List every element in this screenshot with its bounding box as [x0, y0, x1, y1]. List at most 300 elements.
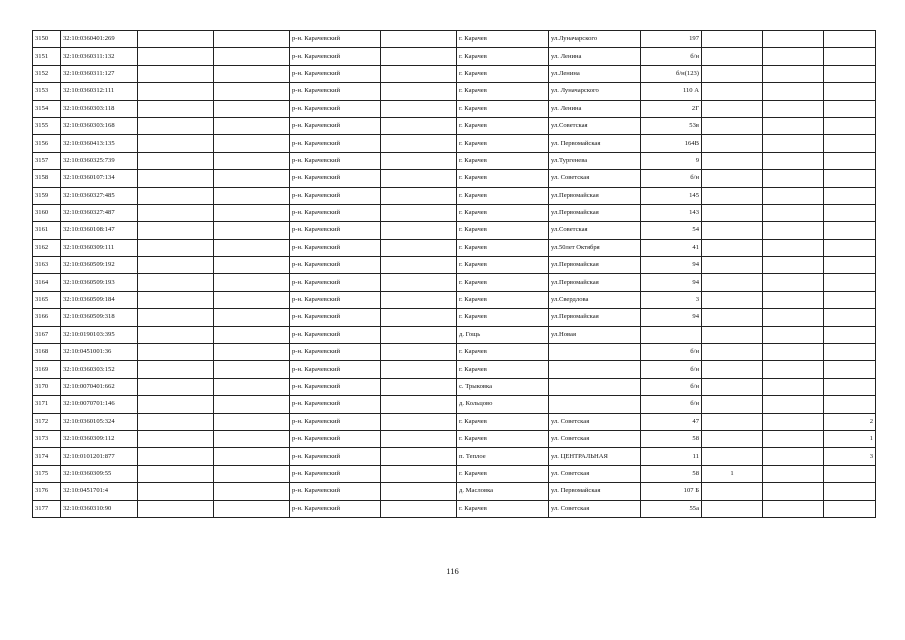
- cell-district: р-н. Карачевский: [290, 222, 381, 239]
- cell-col-6: [381, 413, 457, 430]
- cell-col-3: [138, 344, 214, 361]
- cell-street: ул. Луначарского: [549, 83, 641, 100]
- cell-cadastral-number: 32:10:0070401:662: [61, 378, 138, 395]
- cell-cadastral-number: 32:10:0360107:134: [61, 170, 138, 187]
- cell-settlement: г. Карачев: [457, 465, 549, 482]
- cell-col-4: [214, 152, 290, 169]
- cell-col-3: [138, 413, 214, 430]
- cell-cadastral-number: 32:10:0101201:877: [61, 448, 138, 465]
- cell-col-3: [138, 378, 214, 395]
- cell-row-number: 3154: [33, 100, 61, 117]
- cell-col-10: [702, 204, 763, 221]
- cell-col-4: [214, 309, 290, 326]
- cell-col-4: [214, 117, 290, 134]
- cell-col-3: [138, 465, 214, 482]
- cell-col-12: [824, 326, 876, 343]
- table-row: [33, 274, 876, 291]
- cell-col-10: [702, 117, 763, 134]
- cell-col-12: [824, 396, 876, 413]
- cell-col-6: [381, 483, 457, 500]
- cell-cadastral-number: 32:10:0360309:111: [61, 239, 138, 256]
- table-row: [33, 326, 876, 343]
- cell-settlement: д. Гощь: [457, 326, 549, 343]
- cell-col-11: [763, 309, 824, 326]
- cell-col-4: [214, 326, 290, 343]
- table-row: [33, 500, 876, 517]
- cell-house-number: 94: [641, 274, 702, 291]
- cell-col-12: [824, 117, 876, 134]
- cell-street: ул.Первомайская: [549, 187, 641, 204]
- cell-row-number: 3173: [33, 430, 61, 447]
- cell-col-11: [763, 291, 824, 308]
- cell-col-6: [381, 361, 457, 378]
- cell-col-10: [702, 152, 763, 169]
- cell-col-4: [214, 135, 290, 152]
- cell-street: ул.Новая: [549, 326, 641, 343]
- cell-col-6: [381, 222, 457, 239]
- cell-settlement: п. Теплое: [457, 448, 549, 465]
- cell-street: ул. Советская: [549, 465, 641, 482]
- cell-col-4: [214, 187, 290, 204]
- cell-col-12: [824, 500, 876, 517]
- cell-col-11: [763, 483, 824, 500]
- cell-house-number: 2Г: [641, 100, 702, 117]
- table-row: [33, 152, 876, 169]
- cell-col-3: [138, 326, 214, 343]
- cell-house-number: б/н(123): [641, 65, 702, 82]
- cell-house-number: 143: [641, 204, 702, 221]
- cell-cadastral-number: 32:10:0360509:318: [61, 309, 138, 326]
- cell-col-12: [824, 135, 876, 152]
- cell-col-11: [763, 239, 824, 256]
- cell-col-3: [138, 274, 214, 291]
- cell-street: ул. Советская: [549, 430, 641, 447]
- cell-col-3: [138, 31, 214, 48]
- cell-house-number: 107 Б: [641, 483, 702, 500]
- cell-col-10: [702, 500, 763, 517]
- cell-col-12: [824, 204, 876, 221]
- cell-house-number: 9: [641, 152, 702, 169]
- cell-house-number: 47: [641, 413, 702, 430]
- cell-col-12: [824, 83, 876, 100]
- cell-settlement: г. Карачев: [457, 257, 549, 274]
- cell-col-11: [763, 187, 824, 204]
- cell-cadastral-number: 32:10:0360509:193: [61, 274, 138, 291]
- cell-street: ул.Луначарского: [549, 31, 641, 48]
- cell-row-number: 3169: [33, 361, 61, 378]
- cell-district: р-н. Карачевский: [290, 378, 381, 395]
- cell-col-12: [824, 291, 876, 308]
- cell-house-number: б/н: [641, 170, 702, 187]
- cell-col-4: [214, 378, 290, 395]
- cell-street: ул.Советская: [549, 222, 641, 239]
- cell-row-number: 3163: [33, 257, 61, 274]
- cell-col-11: [763, 448, 824, 465]
- cell-district: р-н. Карачевский: [290, 100, 381, 117]
- cell-house-number: б/н: [641, 378, 702, 395]
- cell-house-number: 94: [641, 309, 702, 326]
- cell-col-10: [702, 413, 763, 430]
- cell-settlement: г. Карачев: [457, 100, 549, 117]
- cell-col-10: [702, 170, 763, 187]
- cell-street: ул.Первомайская: [549, 257, 641, 274]
- cell-col-3: [138, 117, 214, 134]
- cell-col-10: [702, 430, 763, 447]
- cell-settlement: г. Карачев: [457, 83, 549, 100]
- table-row: [33, 100, 876, 117]
- cell-col-11: [763, 100, 824, 117]
- cell-col-10: [702, 100, 763, 117]
- cell-settlement: г. Карачев: [457, 361, 549, 378]
- cell-street: ул. Советская: [549, 170, 641, 187]
- cell-col-3: [138, 48, 214, 65]
- cell-col-4: [214, 222, 290, 239]
- cell-row-number: 3164: [33, 274, 61, 291]
- cell-district: р-н. Карачевский: [290, 396, 381, 413]
- cell-col-3: [138, 239, 214, 256]
- cell-col-6: [381, 135, 457, 152]
- cell-col-11: [763, 152, 824, 169]
- cell-district: р-н. Карачевский: [290, 170, 381, 187]
- cell-cadastral-number: 32:10:0360413:135: [61, 135, 138, 152]
- cell-settlement: д. Масловка: [457, 483, 549, 500]
- cell-settlement: г. Карачев: [457, 48, 549, 65]
- cell-row-number: 3171: [33, 396, 61, 413]
- cell-col-12: [824, 222, 876, 239]
- cell-col-3: [138, 204, 214, 221]
- cell-col-10: [702, 361, 763, 378]
- cell-row-number: 3176: [33, 483, 61, 500]
- cell-district: р-н. Карачевский: [290, 83, 381, 100]
- table-row: [33, 378, 876, 395]
- cell-settlement: с. Трыковка: [457, 378, 549, 395]
- cell-street: ул. ЦЕНТРАЛЬНАЯ: [549, 448, 641, 465]
- cell-col-4: [214, 465, 290, 482]
- cell-col-3: [138, 83, 214, 100]
- cell-cadastral-number: 32:10:0360509:192: [61, 257, 138, 274]
- cell-row-number: 3151: [33, 48, 61, 65]
- table-row: [33, 483, 876, 500]
- cell-district: р-н. Карачевский: [290, 465, 381, 482]
- cell-col-6: [381, 48, 457, 65]
- cell-settlement: г. Карачев: [457, 31, 549, 48]
- cell-col-11: [763, 500, 824, 517]
- cell-col-4: [214, 239, 290, 256]
- cell-district: р-н. Карачевский: [290, 291, 381, 308]
- cell-street: ул.Ленина: [549, 65, 641, 82]
- cell-col-6: [381, 309, 457, 326]
- cell-row-number: 3168: [33, 344, 61, 361]
- cell-district: р-н. Карачевский: [290, 430, 381, 447]
- cell-cadastral-number: 32:10:0360105:324: [61, 413, 138, 430]
- cell-col-3: [138, 152, 214, 169]
- page-number: 116: [446, 566, 459, 576]
- cell-row-number: 3165: [33, 291, 61, 308]
- cell-col-3: [138, 257, 214, 274]
- table-row: [33, 187, 876, 204]
- cell-col-6: [381, 204, 457, 221]
- cell-row-number: 3161: [33, 222, 61, 239]
- cell-row-number: 3167: [33, 326, 61, 343]
- table-row: [33, 257, 876, 274]
- cell-cadastral-number: 32:10:0360108:147: [61, 222, 138, 239]
- cell-row-number: 3172: [33, 413, 61, 430]
- cell-row-number: 3166: [33, 309, 61, 326]
- cell-house-number: 94: [641, 257, 702, 274]
- cell-row-number: 3175: [33, 465, 61, 482]
- cell-house-number: 164В: [641, 135, 702, 152]
- table-row: [33, 239, 876, 256]
- cell-street: ул.Советская: [549, 117, 641, 134]
- cell-district: р-н. Карачевский: [290, 117, 381, 134]
- table-row: [33, 65, 876, 82]
- cell-cadastral-number: 32:10:0360311:127: [61, 65, 138, 82]
- cell-col-3: [138, 65, 214, 82]
- cell-cadastral-number: 32:10:0360312:111: [61, 83, 138, 100]
- cell-col-10: [702, 378, 763, 395]
- cell-col-6: [381, 170, 457, 187]
- cell-col-3: [138, 135, 214, 152]
- cell-col-12: [824, 344, 876, 361]
- cell-cadastral-number: 32:10:0070701:146: [61, 396, 138, 413]
- cell-district: р-н. Карачевский: [290, 326, 381, 343]
- cell-col-4: [214, 48, 290, 65]
- cell-settlement: г. Карачев: [457, 413, 549, 430]
- cell-col-6: [381, 291, 457, 308]
- cell-cadastral-number: 32:10:0360303:152: [61, 361, 138, 378]
- cell-settlement: г. Карачев: [457, 500, 549, 517]
- cell-col-10: [702, 448, 763, 465]
- cell-cadastral-number: 32:10:0451001:36: [61, 344, 138, 361]
- cell-district: р-н. Карачевский: [290, 448, 381, 465]
- cell-col-10: [702, 239, 763, 256]
- cell-col-10: [702, 31, 763, 48]
- cell-street: ул.Свердлова: [549, 291, 641, 308]
- table-row: [33, 204, 876, 221]
- cell-cadastral-number: 32:10:0360311:132: [61, 48, 138, 65]
- cell-house-number: 41: [641, 239, 702, 256]
- cell-col-3: [138, 100, 214, 117]
- table-row: [33, 309, 876, 326]
- cell-col-11: [763, 344, 824, 361]
- cell-col-3: [138, 483, 214, 500]
- cell-col-3: [138, 222, 214, 239]
- cell-district: р-н. Карачевский: [290, 152, 381, 169]
- cell-col-3: [138, 361, 214, 378]
- cell-street: ул.Первомайская: [549, 309, 641, 326]
- data-table: [32, 30, 876, 518]
- cell-col-11: [763, 83, 824, 100]
- cell-settlement: г. Карачев: [457, 291, 549, 308]
- cell-col-10: 1: [702, 465, 763, 482]
- cell-settlement: г. Карачев: [457, 117, 549, 134]
- cell-street: [549, 344, 641, 361]
- cell-row-number: 3153: [33, 83, 61, 100]
- cell-cadastral-number: 32:10:0360303:168: [61, 117, 138, 134]
- cell-col-11: [763, 31, 824, 48]
- cell-settlement: г. Карачев: [457, 187, 549, 204]
- cell-col-11: [763, 361, 824, 378]
- cell-col-12: [824, 187, 876, 204]
- cell-col-6: [381, 65, 457, 82]
- cell-col-11: [763, 465, 824, 482]
- cell-col-11: [763, 135, 824, 152]
- cell-district: р-н. Карачевский: [290, 483, 381, 500]
- cell-street: ул.50лет Октября: [549, 239, 641, 256]
- cell-street: [549, 378, 641, 395]
- cell-district: р-н. Карачевский: [290, 204, 381, 221]
- cell-col-6: [381, 274, 457, 291]
- cell-row-number: 3152: [33, 65, 61, 82]
- cell-col-11: [763, 326, 824, 343]
- cell-col-11: [763, 378, 824, 395]
- cell-col-4: [214, 83, 290, 100]
- cell-col-4: [214, 100, 290, 117]
- cell-col-11: [763, 396, 824, 413]
- table-row: [33, 117, 876, 134]
- cell-settlement: г. Карачев: [457, 274, 549, 291]
- cell-col-3: [138, 309, 214, 326]
- cell-row-number: 3157: [33, 152, 61, 169]
- cell-street: ул. Первомайская: [549, 483, 641, 500]
- cell-col-12: 3: [824, 448, 876, 465]
- cell-street: ул. Ленина: [549, 48, 641, 65]
- cell-settlement: г. Карачев: [457, 170, 549, 187]
- table-body: [33, 31, 876, 518]
- cell-col-6: [381, 344, 457, 361]
- cell-house-number: б/н: [641, 396, 702, 413]
- cell-col-11: [763, 48, 824, 65]
- cell-col-12: [824, 152, 876, 169]
- cell-district: р-н. Карачевский: [290, 135, 381, 152]
- cell-col-11: [763, 257, 824, 274]
- cell-col-4: [214, 430, 290, 447]
- cell-row-number: 3159: [33, 187, 61, 204]
- cell-cadastral-number: 32:10:0360309:55: [61, 465, 138, 482]
- cell-col-11: [763, 274, 824, 291]
- cell-col-10: [702, 222, 763, 239]
- cell-street: ул.Первомайская: [549, 204, 641, 221]
- cell-settlement: д. Кольцово: [457, 396, 549, 413]
- cell-cadastral-number: 32:10:0360509:184: [61, 291, 138, 308]
- cell-settlement: г. Карачев: [457, 344, 549, 361]
- cell-row-number: 3160: [33, 204, 61, 221]
- cell-col-12: [824, 31, 876, 48]
- cell-col-12: [824, 309, 876, 326]
- cell-col-11: [763, 204, 824, 221]
- cell-house-number: 58: [641, 465, 702, 482]
- cell-col-4: [214, 257, 290, 274]
- cell-col-12: [824, 100, 876, 117]
- cell-col-4: [214, 361, 290, 378]
- cell-cadastral-number: 32:10:0360327:487: [61, 204, 138, 221]
- cell-house-number: 11: [641, 448, 702, 465]
- cell-col-12: [824, 170, 876, 187]
- cell-col-6: [381, 257, 457, 274]
- cell-col-10: [702, 135, 763, 152]
- cell-col-10: [702, 344, 763, 361]
- cell-col-11: [763, 430, 824, 447]
- cell-street: ул. Советская: [549, 500, 641, 517]
- table-row: [33, 465, 876, 482]
- cell-col-6: [381, 448, 457, 465]
- cell-col-12: [824, 361, 876, 378]
- cell-col-6: [381, 500, 457, 517]
- cell-col-4: [214, 65, 290, 82]
- cell-district: р-н. Карачевский: [290, 257, 381, 274]
- cell-col-12: [824, 48, 876, 65]
- cell-col-4: [214, 170, 290, 187]
- cell-col-12: [824, 65, 876, 82]
- cell-house-number: [641, 326, 702, 343]
- cell-col-10: [702, 257, 763, 274]
- cell-settlement: г. Карачев: [457, 222, 549, 239]
- cell-col-6: [381, 83, 457, 100]
- cell-col-6: [381, 187, 457, 204]
- cell-house-number: 145: [641, 187, 702, 204]
- cell-col-3: [138, 396, 214, 413]
- cell-row-number: 3155: [33, 117, 61, 134]
- cell-district: р-н. Карачевский: [290, 31, 381, 48]
- table-row: [33, 135, 876, 152]
- cell-settlement: г. Карачев: [457, 309, 549, 326]
- cell-col-12: 2: [824, 413, 876, 430]
- cell-street: ул.Тургенева: [549, 152, 641, 169]
- cell-house-number: 3: [641, 291, 702, 308]
- cell-settlement: г. Карачев: [457, 239, 549, 256]
- cell-house-number: 55а: [641, 500, 702, 517]
- cell-street: [549, 361, 641, 378]
- cell-house-number: 197: [641, 31, 702, 48]
- cell-col-6: [381, 100, 457, 117]
- cell-district: р-н. Карачевский: [290, 344, 381, 361]
- cell-row-number: 3150: [33, 31, 61, 48]
- table-row: [33, 396, 876, 413]
- cell-col-3: [138, 291, 214, 308]
- cell-col-4: [214, 396, 290, 413]
- cell-col-6: [381, 31, 457, 48]
- cell-col-6: [381, 117, 457, 134]
- cell-district: р-н. Карачевский: [290, 65, 381, 82]
- cell-col-3: [138, 187, 214, 204]
- cell-col-6: [381, 378, 457, 395]
- cell-cadastral-number: 32:10:0190103:395: [61, 326, 138, 343]
- cell-col-12: 1: [824, 430, 876, 447]
- cell-cadastral-number: 32:10:0360309:112: [61, 430, 138, 447]
- cell-col-10: [702, 483, 763, 500]
- cell-col-11: [763, 65, 824, 82]
- cell-house-number: 53в: [641, 117, 702, 134]
- cell-cadastral-number: 32:10:0360327:485: [61, 187, 138, 204]
- cell-col-12: [824, 257, 876, 274]
- cell-cadastral-number: 32:10:0360310:90: [61, 500, 138, 517]
- cell-col-6: [381, 396, 457, 413]
- cell-house-number: б/н: [641, 361, 702, 378]
- cell-col-10: [702, 396, 763, 413]
- cell-cadastral-number: 32:10:0360325:739: [61, 152, 138, 169]
- cell-col-6: [381, 326, 457, 343]
- cell-col-4: [214, 31, 290, 48]
- cell-col-11: [763, 117, 824, 134]
- cell-cadastral-number: 32:10:0360303:118: [61, 100, 138, 117]
- cell-col-4: [214, 291, 290, 308]
- cell-district: р-н. Карачевский: [290, 361, 381, 378]
- cell-district: р-н. Карачевский: [290, 48, 381, 65]
- cell-col-4: [214, 413, 290, 430]
- cell-col-12: [824, 378, 876, 395]
- cell-street: [549, 396, 641, 413]
- cell-col-3: [138, 430, 214, 447]
